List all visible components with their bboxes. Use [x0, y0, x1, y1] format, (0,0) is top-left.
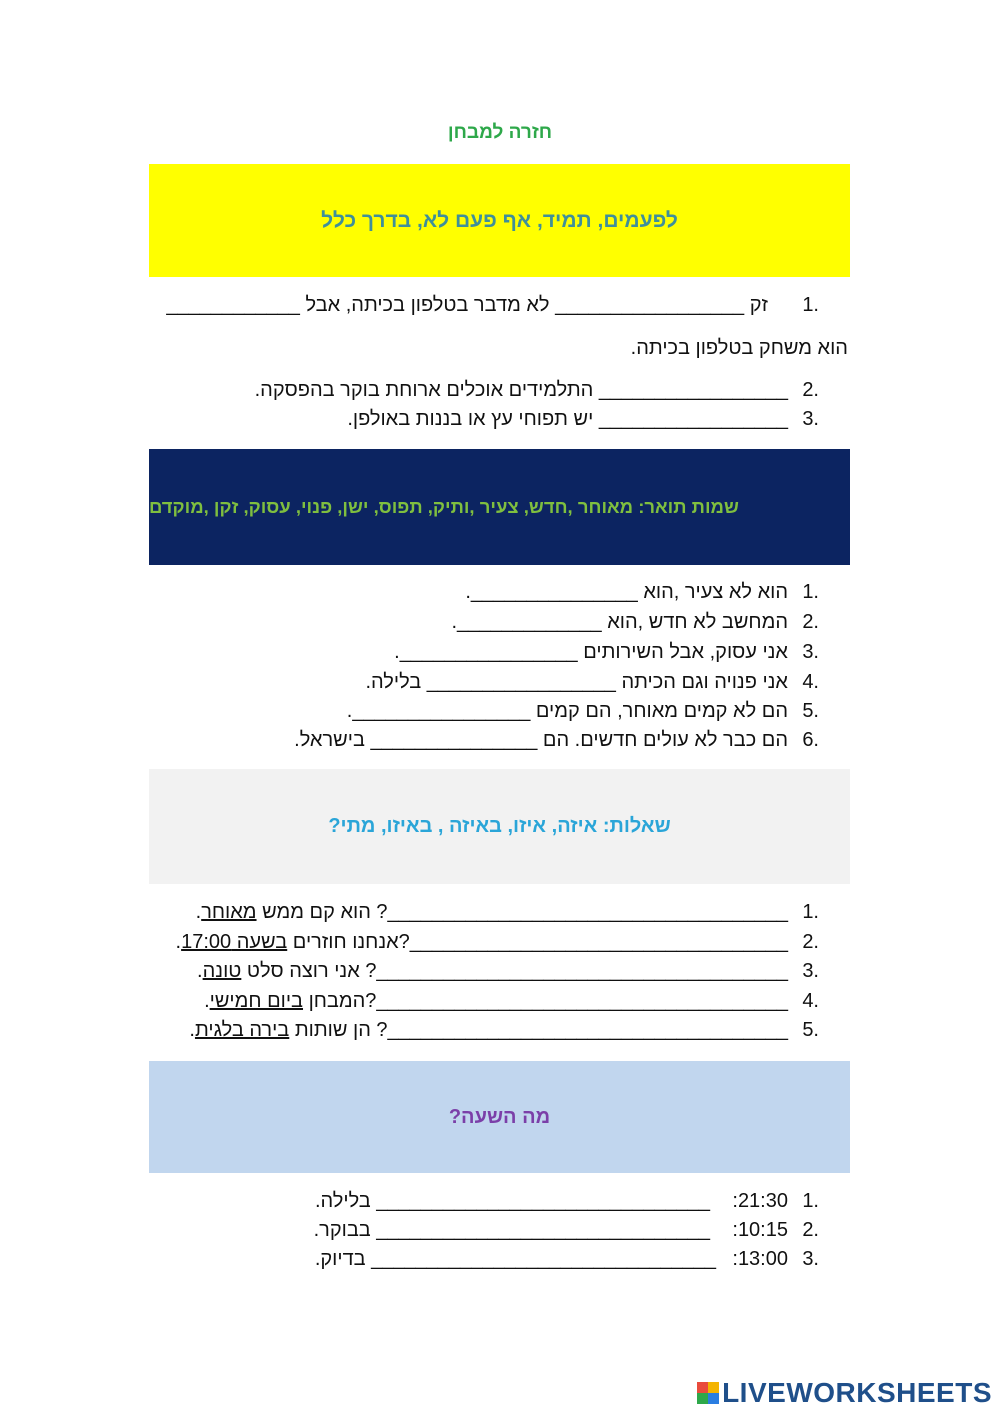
section2-item-6: הם כבר לא עולים חדשים. הם _______________ בישראל. [294, 729, 788, 751]
time-label: :21:30 [732, 1190, 788, 1212]
section3-item-3: _____________________________________? אני רוצה סלט טונה. [197, 960, 788, 982]
section2-item-2: המחשב לא חדש ,הוא _____________. [451, 611, 788, 633]
section1-item-1: זק _________________ לא מדבר בטלפון בכיתה, אבל ____________ [166, 294, 768, 316]
logo-text: LIVEWORKSHEETS [722, 1377, 992, 1408]
logo-icon [697, 1382, 719, 1404]
item-number: 2. [802, 611, 819, 633]
item-number: 5. [802, 1019, 819, 1041]
section3-banner: שאלות: איזה, איזו, באיזה , באיזו, מתי? [149, 769, 850, 884]
item-number: 4. [802, 671, 819, 693]
underlined-answer: בירה בלגית [194, 1019, 290, 1041]
item-number: 2. [802, 931, 819, 953]
page-title: חזרה למבחן [447, 122, 553, 143]
item-number: 1. [802, 901, 819, 923]
section2-item-5: הם לא קמים מאוחר, הם קמים ________________. [346, 700, 788, 722]
section1-item-2: _________________ התלמידים אוכלים ארוחת בוקר בהפסקה. [254, 379, 788, 401]
item-number: 4. [802, 990, 819, 1012]
section2-item-3: אני עסוק, אבל השירותים ________________. [394, 641, 788, 663]
item-number: 2. [802, 1219, 819, 1241]
section1-item-3: _________________ יש תפוחי עץ או בננות באולפן. [347, 408, 788, 430]
section4-item-3: _______________________________ בדיוק. [314, 1248, 716, 1270]
underlined-answer: ביום חמישי [209, 990, 304, 1012]
item-number: 5. [802, 700, 819, 722]
underlined-answer: מאוחר [201, 901, 257, 923]
section3-item-2: __________________________________?אנחנו חוזרים בשעה 17:00. [175, 931, 788, 953]
section1-item-1-continued: הוא משחק בטלפון בכיתה. [630, 337, 848, 359]
section3-item-4: _____________________________________?המבחן ביום חמישי. [204, 990, 788, 1012]
section2-item-4: אני פנויה וגם הכיתה _________________ בלילה. [365, 671, 788, 693]
item-number: 1. [802, 1190, 819, 1212]
time-label: :13:00 [732, 1248, 788, 1270]
section3-item-5: ____________________________________? הן שותות בירה בלגית. [189, 1019, 788, 1041]
item-number: 1. [802, 581, 819, 603]
section2-banner: שמות תואר: מאוחר ,חדש, צעיר ,ותיק, תפוס, ישן, פנוי, עסוק, זקן ,מוקדם [149, 449, 850, 565]
section3-item-1: ____________________________________? הוא קם ממש מאוחר. [195, 901, 788, 923]
section1-banner: לפעמים, תמיד, אף פעם לא, בדרך כלל [149, 164, 850, 277]
item-number: 3. [802, 960, 819, 982]
item-number: 6. [802, 729, 819, 751]
time-label: :10:15 [732, 1219, 788, 1241]
underlined-answer: בשעה 17:00 [181, 931, 288, 953]
item-number: 1. [802, 294, 819, 316]
item-number: 3. [802, 641, 819, 663]
section4-item-2: ______________________________ בבוקר. [313, 1219, 710, 1241]
item-number: 3. [802, 408, 819, 430]
liveworksheets-logo[interactable] [697, 1377, 992, 1409]
section4-item-1: ______________________________ בלילה. [314, 1190, 710, 1212]
underlined-answer: טונה [202, 960, 242, 982]
section4-banner: מה השעה? [149, 1061, 850, 1173]
item-number: 2. [802, 379, 819, 401]
section2-item-1: הוא לא צעיר ,הוא _______________. [465, 581, 788, 603]
item-number: 3. [802, 1248, 819, 1270]
